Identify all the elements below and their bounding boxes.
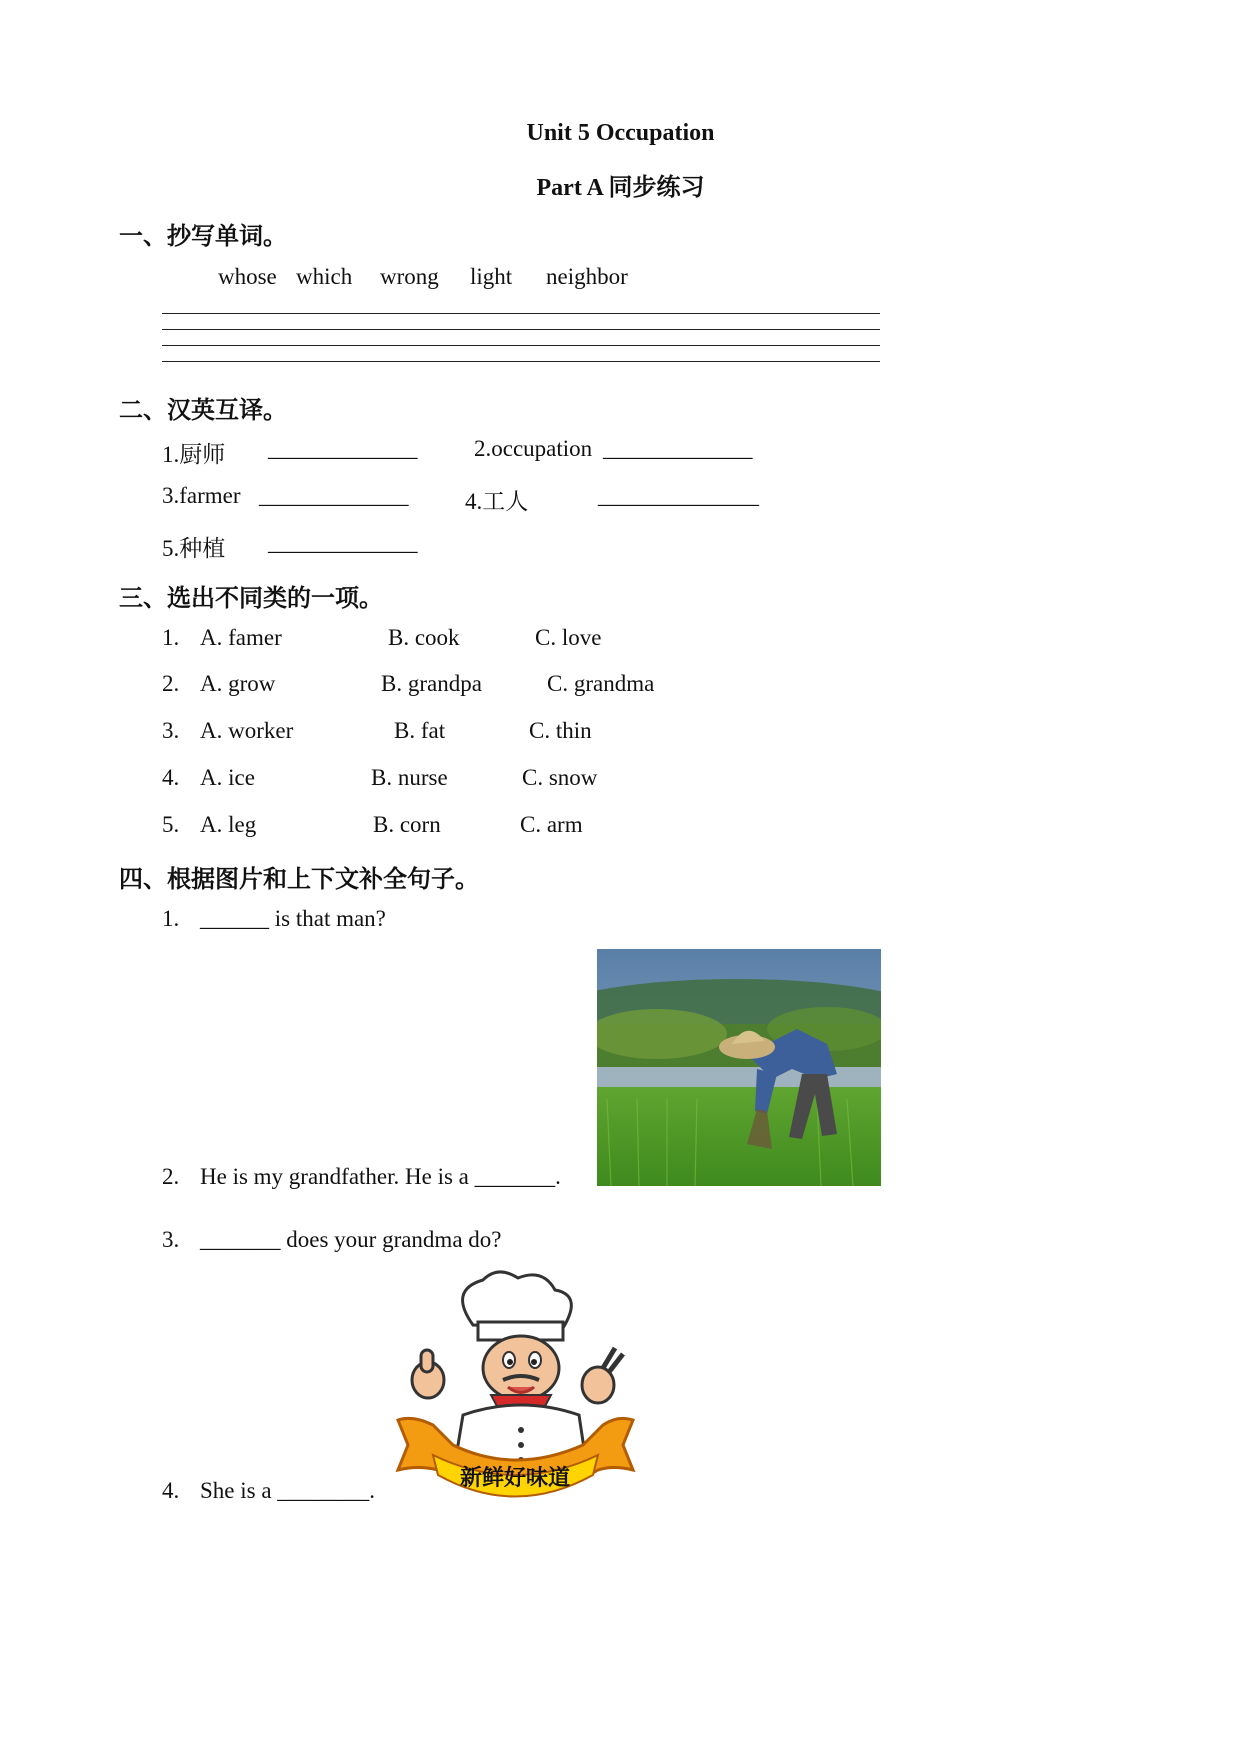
page-subtitle: Part A 同步练习	[536, 175, 705, 201]
sentence-text: ______ is that man?	[200, 906, 386, 931]
sentence-number: 3.	[162, 1227, 180, 1252]
answer-blank[interactable]: _____________	[268, 436, 418, 461]
option-c[interactable]: C. love	[535, 625, 602, 650]
option-a[interactable]: A. famer	[200, 625, 282, 650]
page-title: Unit 5 Occupation	[526, 120, 715, 146]
question-number: 5.	[162, 812, 180, 837]
question-number: 1.	[162, 625, 180, 650]
option-b[interactable]: B. nurse	[371, 765, 448, 790]
section1-heading: 一、抄写单词。	[119, 224, 287, 250]
translation-prompt: 4.工人	[465, 489, 529, 514]
word-item: whose	[218, 264, 277, 289]
option-c[interactable]: C. grandma	[547, 671, 655, 696]
question-number: 2.	[162, 671, 180, 696]
question-number: 4.	[162, 765, 180, 790]
translation-prompt: 2.occupation	[474, 436, 593, 461]
sentence-text: _______ does your grandma do?	[200, 1227, 502, 1252]
option-a[interactable]: A. worker	[200, 718, 294, 743]
option-b[interactable]: B. grandpa	[381, 671, 482, 696]
section4-heading: 四、根据图片和上下文补全句子。	[119, 867, 479, 893]
chef-illustration	[393, 1270, 638, 1512]
answer-blank[interactable]: _____________	[603, 436, 753, 461]
word-item: light	[470, 264, 513, 289]
answer-blank[interactable]: _____________	[259, 483, 409, 508]
option-a[interactable]: A. leg	[200, 812, 257, 837]
option-a[interactable]: A. grow	[200, 671, 276, 696]
writing-line[interactable]	[162, 313, 880, 314]
writing-line[interactable]	[162, 345, 880, 346]
option-c[interactable]: C. snow	[522, 765, 598, 790]
word-item: neighbor	[546, 264, 628, 289]
sentence-number: 2.	[162, 1164, 180, 1189]
question-number: 3.	[162, 718, 180, 743]
sentence-text: He is my grandfather. He is a _______.	[200, 1164, 561, 1189]
writing-line[interactable]	[162, 361, 880, 362]
answer-blank[interactable]: _____________	[268, 530, 418, 555]
option-c[interactable]: C. thin	[529, 718, 592, 743]
answer-blank[interactable]: ______________	[598, 483, 759, 508]
option-c[interactable]: C. arm	[520, 812, 583, 837]
chef-banner-text: 新鲜好味道	[459, 1466, 571, 1491]
writing-line[interactable]	[162, 329, 880, 330]
option-a[interactable]: A. ice	[200, 765, 255, 790]
word-item: which	[296, 264, 353, 289]
option-b[interactable]: B. corn	[373, 812, 441, 837]
section2-heading: 二、汉英互译。	[119, 398, 287, 424]
translation-prompt: 3.farmer	[162, 483, 241, 508]
option-b[interactable]: B. cook	[388, 625, 460, 650]
word-item: wrong	[380, 264, 439, 289]
sentence-number: 4.	[162, 1478, 180, 1503]
section3-heading: 三、选出不同类的一项。	[119, 586, 383, 612]
translation-prompt: 1.厨师	[162, 442, 226, 467]
sentence-text: She is a ________.	[200, 1478, 376, 1503]
option-b[interactable]: B. fat	[394, 718, 446, 743]
translation-prompt: 5.种植	[162, 536, 226, 561]
farmer-photo	[597, 949, 881, 1186]
sentence-number: 1.	[162, 906, 180, 931]
